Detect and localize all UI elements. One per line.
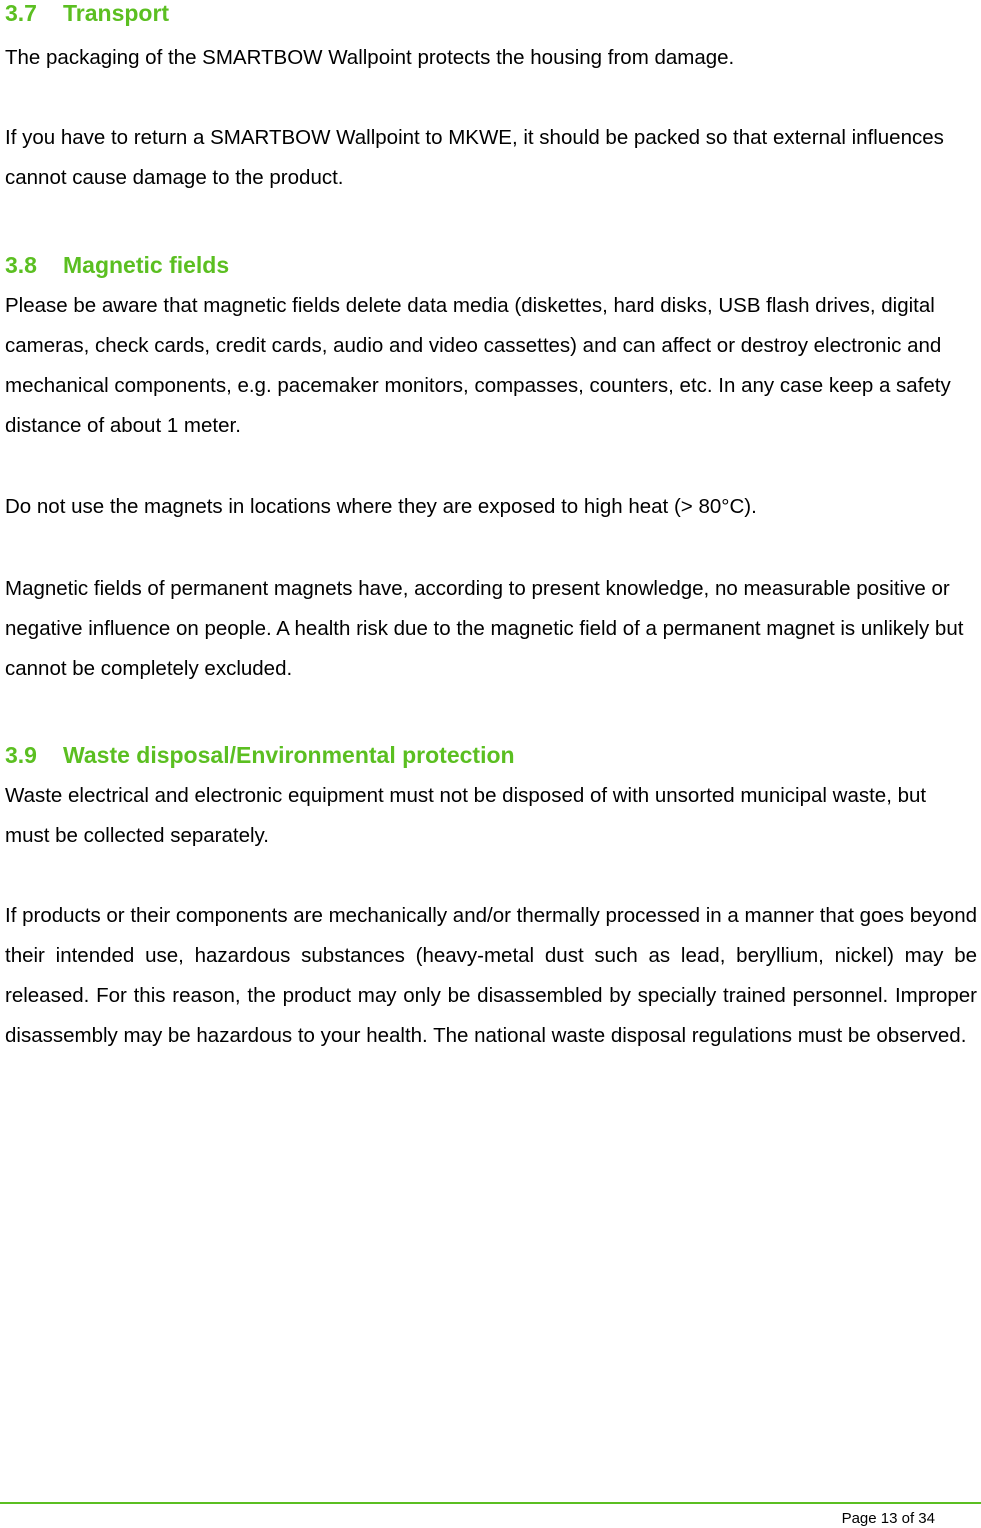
section-title: Magnetic fields — [63, 252, 230, 278]
section-heading-magnetic-fields — [5, 252, 977, 278]
section-number: 3.7 — [5, 0, 37, 26]
paragraph: The packaging of the SMARTBOW Wallpoint protects the housing from damage. — [5, 46, 735, 69]
paragraph: Magnetic fields of permanent magnets have, according to present knowledge, no measurable positive or negative influence on people. A health risk due to the magnetic field of a permanent magnet is unlikely but cannot be completely excluded. — [5, 577, 964, 680]
paragraph: If you have to return a SMARTBOW Wallpoint to MKWE, it should be packed so that external influences cannot cause damage to the product. — [5, 126, 944, 189]
paragraph: Please be aware that magnetic fields delete data media (diskettes, hard disks, USB flash drives, digital cameras, check cards, credit cards, audio and video cassettes) and can affect or destroy electronic and mechanical components, e.g. pacemaker monitors, compasses, counters, etc. In any case keep a safety distance of about 1 meter. — [5, 294, 951, 437]
section-number: 3.9 — [5, 742, 37, 768]
section-number: 3.8 — [5, 252, 37, 278]
section-title: Transport — [63, 0, 170, 26]
paragraph: Waste electrical and electronic equipment must not be disposed of with unsorted municipal waste, but must be collected separately. — [5, 784, 927, 847]
paragraph: Do not use the magnets in locations where they are exposed to high heat (> 80°C). — [5, 495, 757, 518]
footer-divider — [0, 1502, 981, 1504]
paragraph: If products or their components are mechanically and/or thermally processed in a manner that goes beyond their intended use, hazardous substances (heavy-metal dust such as lead, beryllium, nickel) may be released. For this reason, the product may only be disassembled by specially trained personnel. Improper disassembly may be hazardous to your health. The national waste disposal regulations must be observed. — [5, 904, 977, 1047]
page-content — [5, 0, 977, 1056]
section-heading-transport — [5, 0, 977, 26]
section-title: Waste disposal/Environmental protection — [63, 742, 515, 768]
section-heading-waste-disposal — [5, 742, 977, 768]
page-number: Page 13 of 34 — [841, 1510, 935, 1527]
